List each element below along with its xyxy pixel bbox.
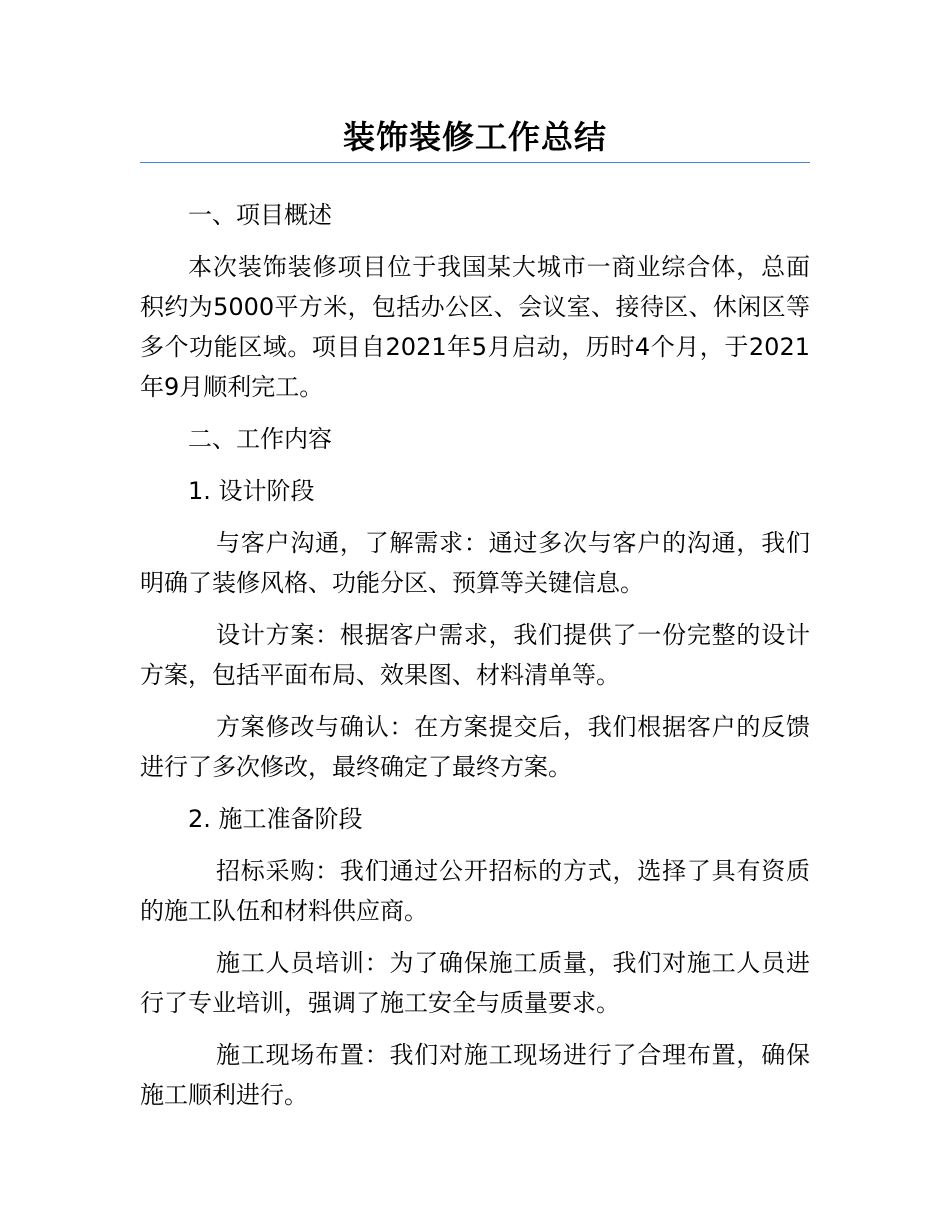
subsection-heading-design: 1. 设计阶段 [188,477,315,505]
preparation-paragraph-site-layout: 施工现场布置：我们对施工现场进行了合理布置，确保施工顺利进行。 [140,1041,810,1109]
section-heading-work-content: 二、工作内容 [188,425,332,453]
document-title: 装饰装修工作总结 [342,118,607,156]
document-page [140,0,810,1115]
preparation-paragraph-training: 施工人员培训：为了确保施工质量，我们对施工人员进行了专业培训，强调了施工安全与质量要求。 [140,949,810,1017]
preparation-paragraph-procurement: 招标采购：我们通过公开招标的方式，选择了具有资质的施工队伍和材料供应商。 [140,857,810,925]
title-underline [140,162,810,163]
section-heading-overview: 一、项目概述 [188,201,332,229]
design-paragraph-revision: 方案修改与确认：在方案提交后，我们根据客户的反馈进行了多次修改，最终确定了最终方案。 [140,713,810,781]
design-paragraph-plan: 设计方案：根据客户需求，我们提供了一份完整的设计方案，包括平面布局、效果图、材料清单等。 [140,621,810,689]
subsection-heading-preparation: 2. 施工准备阶段 [188,805,363,833]
design-paragraph-communication: 与客户沟通，了解需求：通过多次与客户的沟通，我们明确了装修风格、功能分区、预算等关键信息。 [140,529,810,597]
overview-paragraph: 本次装饰装修项目位于我国某大城市一商业综合体，总面积约为5000平方米，包括办公区、会议室、接待区、休闲区等多个功能区域。项目自2021年5月启动，历时4个月，于2021年9月顺利完工。 [140,253,810,401]
